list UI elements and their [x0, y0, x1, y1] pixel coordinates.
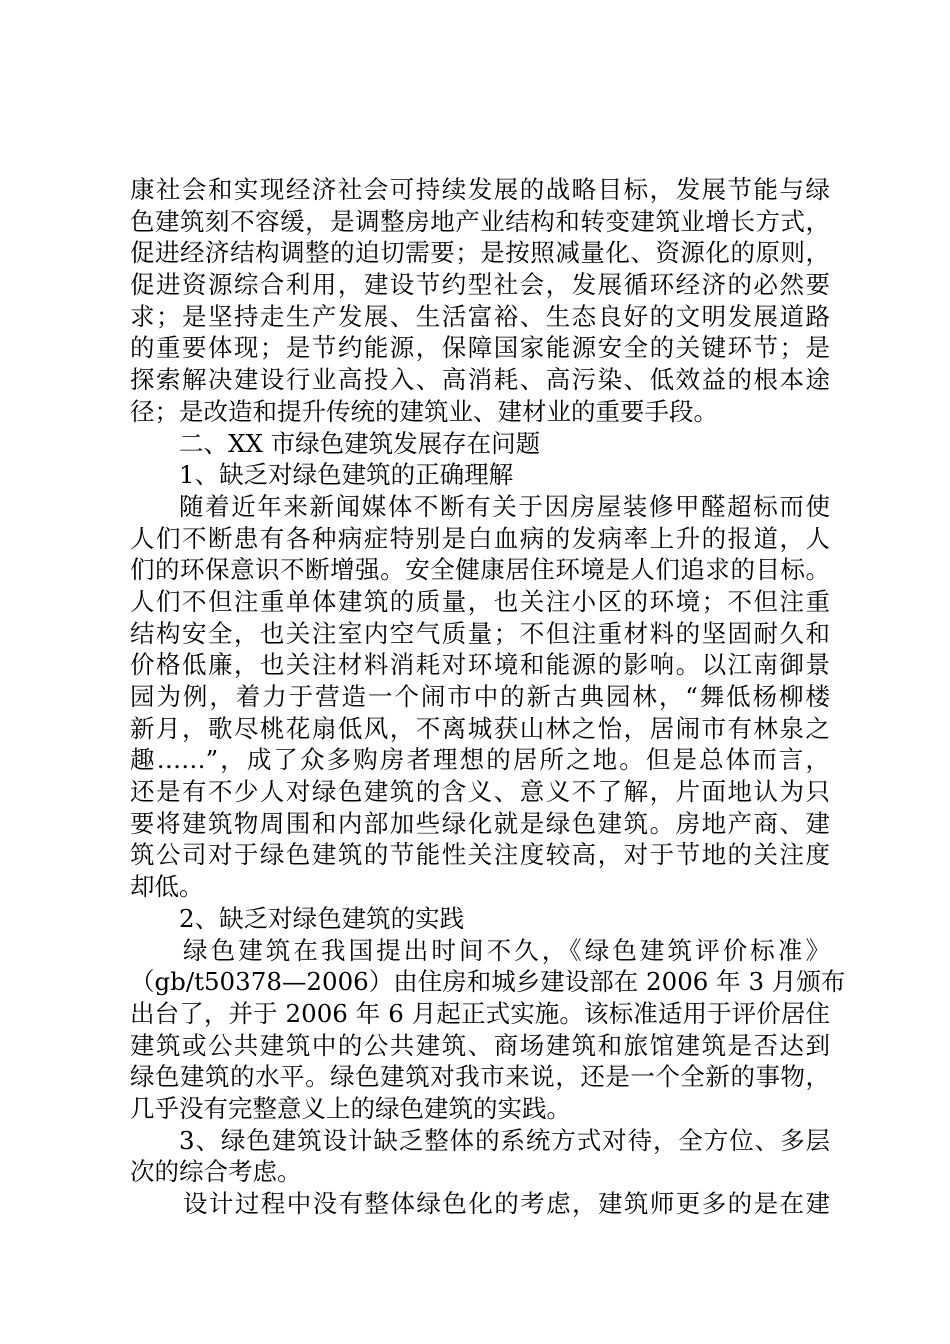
paragraph-line: 园为例，着力于营造一个闹市中的新古典园林，“舞低杨柳楼: [130, 682, 830, 711]
paragraph-line: 康社会和实现经济社会可持续发展的战略目标，发展节能与绿: [130, 175, 830, 204]
paragraph-line: 出台了，并于 2006 年 6 月起正式实施。该标准适用于评价居住: [130, 998, 830, 1028]
paragraph-line: 结构安全，也关注室内空气质量；不但注重材料的坚固耐久和: [130, 618, 830, 648]
paragraph-line: 几乎没有完整意义上的绿色建筑的实践。: [130, 1093, 571, 1123]
paragraph-line: 人们不但注重单体建筑的质量，也关注小区的环境；不但注重: [130, 586, 830, 616]
paragraph-line: 人们不断患有各种病症特别是白血病的发病率上升的报道，人: [130, 523, 830, 553]
paragraph-line: 探索解决建设行业高投入、高消耗、高污染、低效益的根本途: [130, 365, 830, 395]
paragraph-line: 建筑或公共建筑中的公共建筑、商场建筑和旅馆建筑是否达到: [130, 1030, 830, 1060]
paragraph-line: 设计过程中没有整体绿色化的考虑，建筑师更多的是在建: [183, 1189, 830, 1218]
paragraph-line: 筑公司对于绿色建筑的节能性关注度较高，对于节地的关注度: [130, 840, 830, 870]
paragraph-line: 绿色建筑的水平。绿色建筑对我市来说，还是一个全新的事物，: [130, 1062, 830, 1092]
paragraph-line: 求；是坚持走生产发展、生活富裕、生态良好的文明发展道路: [130, 301, 830, 331]
subsection-heading: 次的综合考虑。: [130, 1157, 302, 1187]
subsection-heading: 3、绿色建筑设计缺乏整体的系统方式对待，全方位、多层: [179, 1125, 830, 1155]
subsection-heading: 2、缺乏对绿色建筑的实践: [179, 903, 465, 933]
paragraph-line: （gb/t50378—2006）由住房和城乡建设部在 2006 年 3 月颁布: [130, 967, 846, 997]
paragraph-line: 新月，歌尽桃花扇低风，不离城获山林之怡，居闹市有林泉之: [130, 713, 830, 743]
paragraph-line: 促进资源综合利用，建设节约型社会，发展循环经济的必然要: [130, 270, 830, 300]
section-heading: 二、XX 市绿色建筑发展存在问题: [179, 428, 541, 458]
paragraph-line: 随着近年来新闻媒体不断有关于因房屋装修甲醛超标而使: [179, 491, 830, 521]
paragraph-line: 趣……”，成了众多购房者理想的居所之地。但是总体而言，: [130, 745, 830, 775]
paragraph-line: 要将建筑物周围和内部加些绿化就是绿色建筑。房地产商、建: [130, 808, 830, 838]
paragraph-line: 促进经济结构调整的迫切需要；是按照减量化、资源化的原则，: [130, 238, 830, 268]
paragraph-line: 价格低廉，也关注材料消耗对环境和能源的影响。以江南御景: [130, 650, 830, 680]
paragraph-line: 径；是改造和提升传统的建筑业、建材业的重要手段。: [130, 396, 718, 426]
subsection-heading: 1、缺乏对绿色建筑的正确理解: [179, 460, 514, 490]
paragraph-line: 的重要体现；是节约能源，保障国家能源安全的关键环节；是: [130, 333, 830, 363]
paragraph-line: 却低。: [130, 872, 204, 902]
paragraph-line: 们的环保意识不断增强。安全健康居住环境是人们追求的目标。: [130, 555, 830, 585]
paragraph-line: 还是有不少人对绿色建筑的含义、意义不了解，片面地认为只: [130, 777, 830, 807]
paragraph-line: 绿色建筑在我国提出时间不久，《绿色建筑评价标准》: [183, 935, 830, 965]
paragraph-line: 色建筑刻不容缓，是调整房地产业结构和转变建筑业增长方式，: [130, 206, 830, 236]
document-page: [130, 174, 846, 1220]
